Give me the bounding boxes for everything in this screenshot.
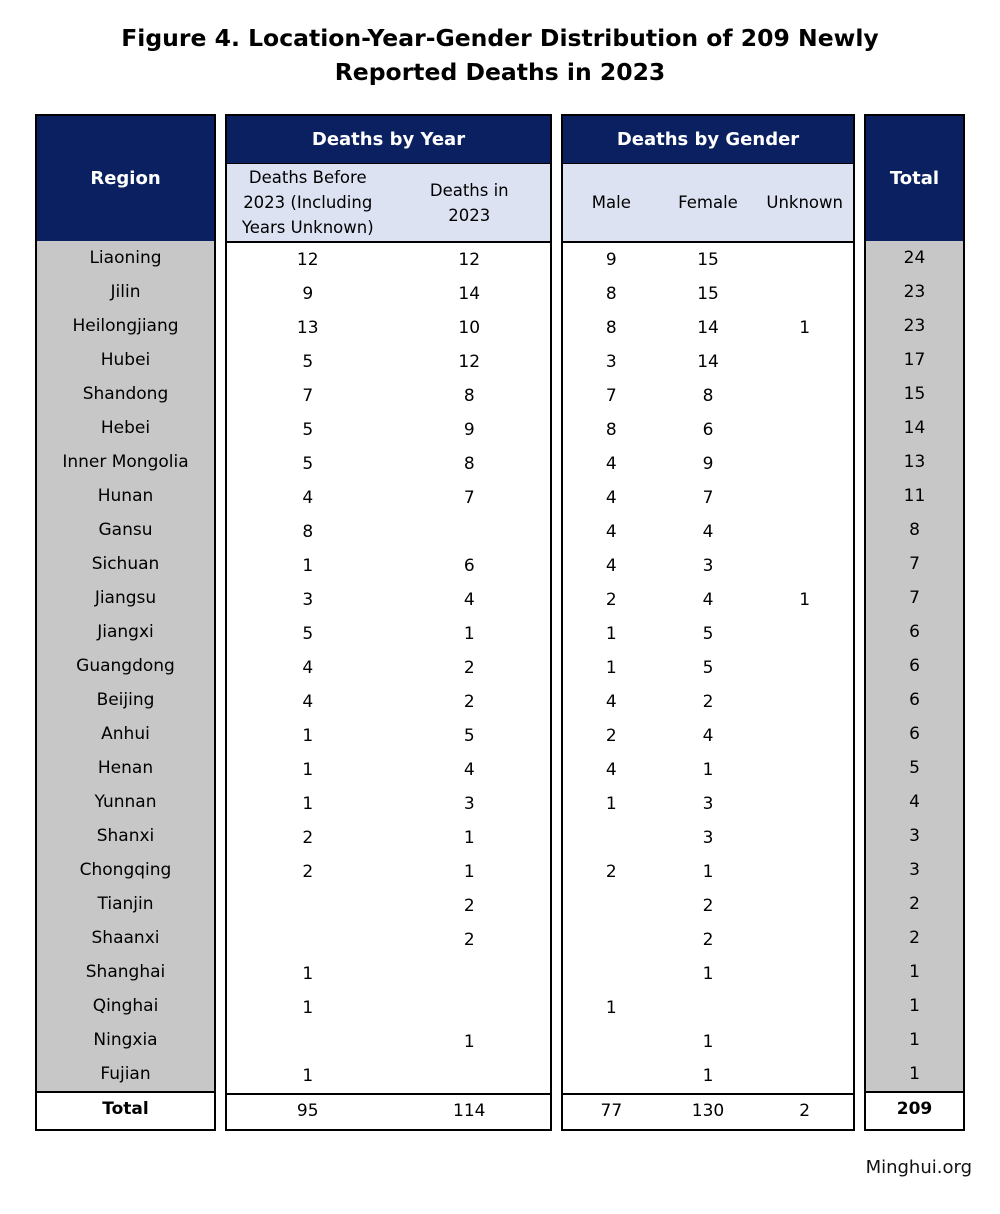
male-cell: 9 (605, 250, 617, 270)
source-credit: Minghui.org (865, 1157, 972, 1178)
year-subheader-row (227, 164, 550, 243)
in-2023-cell: 8 (463, 386, 475, 406)
in-2023-cell: 7 (463, 488, 475, 508)
female-cell: 3 (702, 556, 714, 576)
total-cell: 6 (909, 690, 920, 710)
year-group-header: Deaths by Year (227, 116, 550, 164)
in-2023-cell: 1 (463, 862, 475, 882)
table-row (563, 277, 853, 311)
in-2023-cell: 10 (458, 318, 481, 338)
total-cell: 14 (903, 418, 926, 438)
table-row (563, 549, 853, 583)
region-cell: Gansu (98, 520, 153, 540)
table-row (227, 617, 550, 651)
male-cell: 4 (605, 692, 617, 712)
male-cell (563, 821, 660, 855)
table-row (227, 345, 550, 379)
before-2023-cell (227, 1025, 389, 1059)
total-cell: 6 (909, 656, 920, 676)
unknown-cell (756, 481, 853, 515)
before-2023-cell (227, 923, 389, 957)
table-row (563, 889, 853, 923)
female-cell: 6 (702, 420, 714, 440)
male-cell: 4 (605, 760, 617, 780)
region-cell: Liaoning (89, 248, 162, 268)
before-2023-cell: 2 (302, 862, 314, 882)
unknown-cell (756, 617, 853, 651)
totals-row-label: Total (37, 1091, 214, 1125)
col-header-unknown: Unknown (766, 193, 843, 212)
unknown-cell (756, 889, 853, 923)
table-row (563, 787, 853, 821)
male-cell (563, 1025, 660, 1059)
table-row (227, 311, 550, 345)
table-row (563, 651, 853, 685)
female-cell: 14 (697, 352, 719, 372)
female-cell: 3 (702, 794, 714, 814)
before-2023-cell: 8 (302, 522, 314, 542)
unknown-cell (756, 821, 853, 855)
region-header: Region (37, 116, 214, 241)
in-2023-cell: 3 (463, 794, 475, 814)
male-cell: 2 (605, 726, 617, 746)
table-row (563, 379, 853, 413)
year-body (227, 243, 550, 1093)
table-row (563, 753, 853, 787)
unknown-cell (756, 685, 853, 719)
table-row (563, 515, 853, 549)
unknown-cell: 1 (799, 318, 811, 338)
region-cell: Henan (97, 758, 154, 778)
female-cell: 9 (702, 454, 714, 474)
total-column-group (864, 114, 965, 1131)
male-cell (563, 1059, 660, 1093)
before-2023-cell: 1 (302, 760, 314, 780)
total-cell: 3 (909, 860, 920, 880)
unknown-cell (756, 651, 853, 685)
in-2023-cell: 2 (463, 692, 475, 712)
female-cell: 1 (702, 964, 714, 984)
table-row (563, 821, 853, 855)
unknown-cell (756, 991, 853, 1025)
table-row (227, 413, 550, 447)
unknown-cell (756, 515, 853, 549)
unknown-cell (756, 379, 853, 413)
female-cell: 5 (702, 624, 714, 644)
total-cell: 4 (909, 792, 920, 812)
before-2023-cell: 9 (302, 284, 314, 304)
region-cell: Yunnan (94, 792, 157, 812)
total-cell: 24 (903, 248, 926, 268)
region-column-group (35, 114, 216, 1131)
table-row (227, 719, 550, 753)
unknown-cell (756, 277, 853, 311)
male-cell: 4 (605, 522, 617, 542)
total-body (866, 241, 963, 1091)
region-cell: Jiangsu (94, 588, 157, 608)
in-2023-cell: 4 (463, 760, 475, 780)
in-2023-cell (389, 1059, 551, 1093)
region-cell: Jilin (110, 282, 141, 302)
in-2023-cell: 2 (463, 930, 475, 950)
female-cell: 5 (702, 658, 714, 678)
table-row (227, 855, 550, 889)
region-cell: Hubei (100, 350, 151, 370)
male-cell: 4 (605, 454, 617, 474)
table-row (227, 923, 550, 957)
region-cell: Hunan (97, 486, 154, 506)
region-cell: Shanxi (96, 826, 155, 846)
before-2023-cell: 2 (302, 828, 314, 848)
table-row (563, 923, 853, 957)
unknown-cell (756, 719, 853, 753)
in-2023-cell: 2 (463, 896, 475, 916)
table-row (563, 719, 853, 753)
total-cell: 23 (903, 316, 926, 336)
unknown-cell (756, 1025, 853, 1059)
region-cell: Sichuan (91, 554, 160, 574)
before-2023-cell: 5 (302, 454, 314, 474)
female-cell: 1 (702, 1066, 714, 1086)
male-cell: 8 (605, 284, 617, 304)
table-row (563, 413, 853, 447)
totals-in-2023-cell: 114 (453, 1101, 486, 1121)
col-header-male: Male (591, 193, 631, 212)
female-cell (660, 991, 757, 1025)
in-2023-cell: 6 (463, 556, 475, 576)
male-cell: 4 (605, 488, 617, 508)
col-header-deaths-before-2023: Deaths Before 2023 (Including Years Unknown) (241, 168, 374, 237)
before-2023-cell: 7 (302, 386, 314, 406)
table-row (563, 617, 853, 651)
in-2023-cell: 9 (463, 420, 475, 440)
total-cell: 1 (909, 996, 920, 1016)
unknown-cell: 1 (799, 590, 811, 610)
region-cell: Tianjin (97, 894, 154, 914)
total-cell: 2 (909, 894, 920, 914)
before-2023-cell: 1 (302, 794, 314, 814)
male-cell (563, 957, 660, 991)
female-cell: 2 (702, 692, 714, 712)
total-cell: 23 (903, 282, 926, 302)
male-cell: 7 (605, 386, 617, 406)
col-header-female: Female (678, 193, 738, 212)
region-cell: Jiangxi (97, 622, 154, 642)
table-row (563, 345, 853, 379)
before-2023-cell: 1 (302, 556, 314, 576)
before-2023-cell: 1 (302, 726, 314, 746)
year-totals-row (227, 1093, 550, 1129)
table-row (227, 787, 550, 821)
gender-totals-row (563, 1093, 853, 1129)
gender-body (563, 243, 853, 1093)
before-2023-cell: 1 (302, 998, 314, 1018)
region-cell: Beijing (96, 690, 155, 710)
region-cell: Guangdong (76, 656, 175, 676)
unknown-cell (756, 1059, 853, 1093)
male-cell: 4 (605, 556, 617, 576)
total-cell: 7 (909, 554, 920, 574)
in-2023-cell: 4 (463, 590, 475, 610)
unknown-cell (756, 345, 853, 379)
grand-total-cell: 209 (866, 1091, 963, 1125)
before-2023-cell (227, 889, 389, 923)
in-2023-cell (389, 515, 551, 549)
male-cell (563, 889, 660, 923)
total-cell: 15 (903, 384, 926, 404)
total-cell: 2 (909, 928, 920, 948)
male-cell: 2 (605, 862, 617, 882)
total-cell: 3 (909, 826, 920, 846)
table-row (227, 685, 550, 719)
table-row (227, 753, 550, 787)
in-2023-cell: 2 (463, 658, 475, 678)
figure-page (0, 21, 1000, 1178)
unknown-cell (756, 855, 853, 889)
table-row (563, 311, 853, 345)
female-cell: 1 (702, 760, 714, 780)
gender-column-group (561, 114, 855, 1131)
in-2023-cell: 1 (463, 828, 475, 848)
male-cell: 1 (605, 998, 617, 1018)
male-cell: 3 (605, 352, 617, 372)
male-cell (563, 923, 660, 957)
gender-group-header: Deaths by Gender (563, 116, 853, 164)
unknown-cell (756, 413, 853, 447)
male-cell: 8 (605, 420, 617, 440)
region-cell: Hebei (100, 418, 151, 438)
unknown-cell (756, 447, 853, 481)
region-cell: Shandong (82, 384, 169, 404)
in-2023-cell (389, 991, 551, 1025)
total-cell: 1 (909, 962, 920, 982)
female-cell: 2 (702, 930, 714, 950)
table-row (227, 583, 550, 617)
table-row (563, 1059, 853, 1093)
female-cell: 15 (697, 284, 719, 304)
table-row (227, 889, 550, 923)
before-2023-cell: 4 (302, 692, 314, 712)
table-row (563, 1025, 853, 1059)
distribution-table (35, 114, 1000, 1131)
in-2023-cell (389, 957, 551, 991)
table-row (227, 957, 550, 991)
female-cell: 4 (702, 590, 714, 610)
unknown-cell (756, 549, 853, 583)
table-row (227, 515, 550, 549)
region-cell: Anhui (101, 724, 150, 744)
before-2023-cell: 1 (302, 1066, 314, 1086)
table-row (563, 991, 853, 1025)
total-cell: 17 (903, 350, 926, 370)
female-cell: 2 (702, 896, 714, 916)
before-2023-cell: 12 (296, 250, 319, 270)
male-cell: 8 (605, 318, 617, 338)
table-row (227, 549, 550, 583)
before-2023-cell: 5 (302, 624, 314, 644)
total-cell: 6 (909, 622, 920, 642)
in-2023-cell: 1 (463, 624, 475, 644)
unknown-cell (756, 787, 853, 821)
in-2023-cell: 12 (458, 250, 481, 270)
total-cell: 8 (909, 520, 920, 540)
unknown-cell (756, 243, 853, 277)
unknown-cell (756, 753, 853, 787)
table-row (563, 447, 853, 481)
region-cell: Ningxia (93, 1030, 158, 1050)
total-cell: 1 (909, 1064, 920, 1084)
total-cell: 6 (909, 724, 920, 744)
table-row (227, 991, 550, 1025)
female-cell: 7 (702, 488, 714, 508)
table-row (227, 651, 550, 685)
male-cell: 2 (605, 590, 617, 610)
region-cell: Inner Mongolia (62, 452, 189, 472)
totals-female-cell: 130 (691, 1101, 725, 1121)
total-cell: 13 (903, 452, 926, 472)
table-row (563, 957, 853, 991)
totals-male-cell: 77 (600, 1101, 623, 1121)
female-cell: 3 (702, 828, 714, 848)
totals-before-2023-cell: 95 (296, 1101, 319, 1121)
male-cell: 1 (605, 794, 617, 814)
totals-unknown-cell: 2 (799, 1101, 811, 1121)
unknown-cell (756, 957, 853, 991)
col-header-deaths-in-2023: Deaths in 2023 (429, 180, 509, 225)
female-cell: 1 (702, 862, 714, 882)
in-2023-cell: 14 (458, 284, 481, 304)
in-2023-cell: 1 (463, 1032, 475, 1052)
region-cell: Qinghai (92, 996, 159, 1016)
table-row (563, 685, 853, 719)
table-row (227, 277, 550, 311)
male-cell: 1 (605, 658, 617, 678)
total-header: Total (866, 116, 963, 241)
before-2023-cell: 4 (302, 488, 314, 508)
total-cell: 5 (909, 758, 920, 778)
before-2023-cell: 3 (302, 590, 314, 610)
region-cell: Shaanxi (91, 928, 160, 948)
table-row (227, 1025, 550, 1059)
table-row (563, 243, 853, 277)
in-2023-cell: 12 (458, 352, 481, 372)
male-cell: 1 (605, 624, 617, 644)
female-cell: 8 (702, 386, 714, 406)
region-cell: Chongqing (79, 860, 172, 880)
region-cell: Fujian (100, 1064, 151, 1084)
figure-title: Figure 4. Location-Year-Gender Distribution of 209 Newly Reported Deaths in 2023 (121, 24, 879, 86)
gender-subheader-row (563, 164, 853, 243)
total-cell: 1 (909, 1030, 920, 1050)
table-row (227, 821, 550, 855)
before-2023-cell: 4 (302, 658, 314, 678)
in-2023-cell: 5 (463, 726, 475, 746)
female-cell: 4 (702, 726, 714, 746)
before-2023-cell: 13 (296, 318, 319, 338)
female-cell: 1 (702, 1032, 714, 1052)
in-2023-cell: 8 (463, 454, 475, 474)
table-row (227, 1059, 550, 1093)
before-2023-cell: 5 (302, 352, 314, 372)
table-row (227, 243, 550, 277)
total-cell: 7 (909, 588, 920, 608)
table-row (227, 447, 550, 481)
region-cell: Heilongjiang (72, 316, 179, 336)
before-2023-cell: 1 (302, 964, 314, 984)
female-cell: 15 (697, 250, 719, 270)
table-row (563, 583, 853, 617)
total-cell: 11 (903, 486, 926, 506)
table-row (227, 379, 550, 413)
table-row (563, 855, 853, 889)
region-cell: Shanghai (85, 962, 166, 982)
female-cell: 4 (702, 522, 714, 542)
before-2023-cell: 5 (302, 420, 314, 440)
table-row (227, 481, 550, 515)
year-column-group (225, 114, 552, 1131)
region-body (37, 241, 214, 1091)
female-cell: 14 (697, 318, 719, 338)
table-row (563, 481, 853, 515)
unknown-cell (756, 923, 853, 957)
